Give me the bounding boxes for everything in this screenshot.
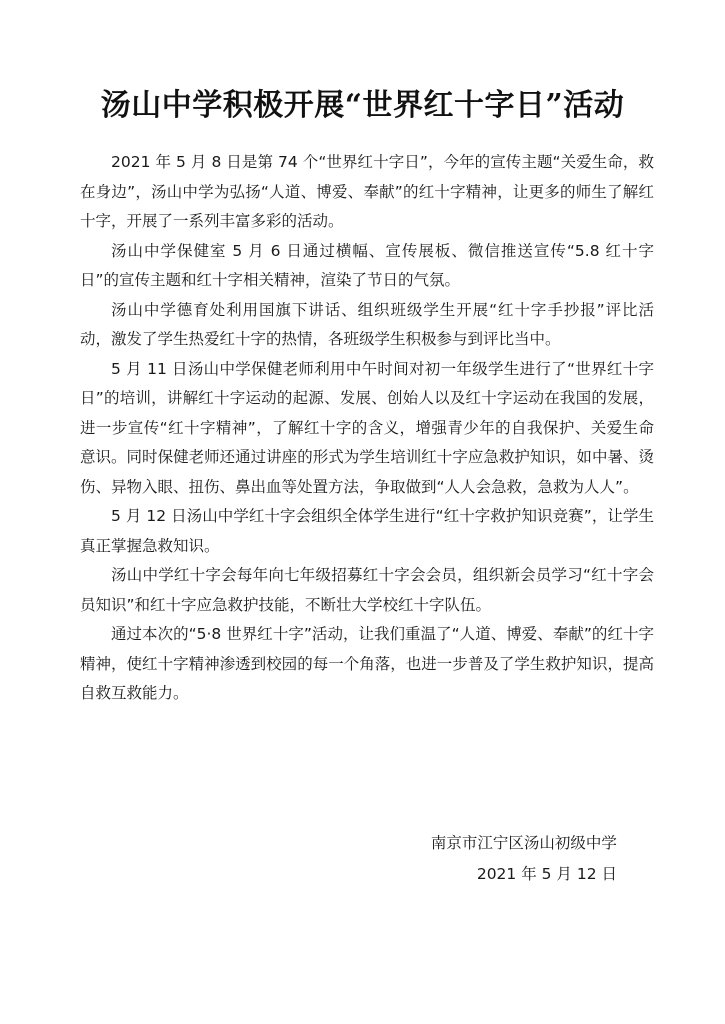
paragraph-6: 汤山中学红十字会每年向七年级招募红十字会会员，组织新会员学习“红十字会员知识”和红十字应急救护技能，不断壮大学校红十字队伍。 [80,566,654,614]
paragraph-5: 5 月 12 日汤山中学红十字会组织全体学生进行“红十字救护知识竞赛”，让学生真正掌握急救知识。 [80,507,654,555]
signature-organization: 南京市江宁区汤山初级中学 [430,834,617,852]
paragraph-7: 通过本次的“5·8 世界红十字”活动，让我们重温了“人道、博爱、奉献”的红十字精神，使红十字精神渗透到校园的每一个角落，也进一步普及了学生救护知识，提高自救互救能力。 [80,625,654,702]
paragraph-4: 5 月 11 日汤山中学保健老师利用中午时间对初一年级学生进行了“世界红十字日”的培训，讲解红十字运动的起源、发展、创始人以及红十字运动在我国的发展，进一步宣传“红十字精神”，了解红十字的含义，增强青少年的自我保护、关爱生命意识。同时保健老师还通过讲座的形式为学生培训红十字应急救护知识，如中暑、烫伤、异物入眼、扭伤、鼻出血等处置方法，争取做到“人人会急救，急救为人人”。 [80,359,654,496]
paragraph-1: 2021 年 5 月 8 日是第 74 个“世界红十字日”，今年的宣传主题“关爱生命，救在身边”，汤山中学为弘扬“人道、博爱、奉献”的红十字精神，让更多的师生了解红十字，开展了一系列丰富多彩的活动。 [80,153,654,230]
paragraph-2: 汤山中学保健室 5 月 6 日通过横幅、宣传展板、微信推送宣传“5.8 红十字日”的宣传主题和红十字相关精神，渲染了节日的气氛。 [80,241,654,289]
signature-block [431,828,617,890]
document-body [80,148,654,709]
document-title: 汤山中学积极开展“世界红十字日”活动 [100,88,625,123]
signature-date: 2021 年 5 月 12 日 [476,865,617,883]
paragraph-3: 汤山中学德育处利用国旗下讲话、组织班级学生开展“红十字手抄报”评比活动，激发了学生热爱红十字的热情，各班级学生积极参与到评比当中。 [80,300,654,348]
